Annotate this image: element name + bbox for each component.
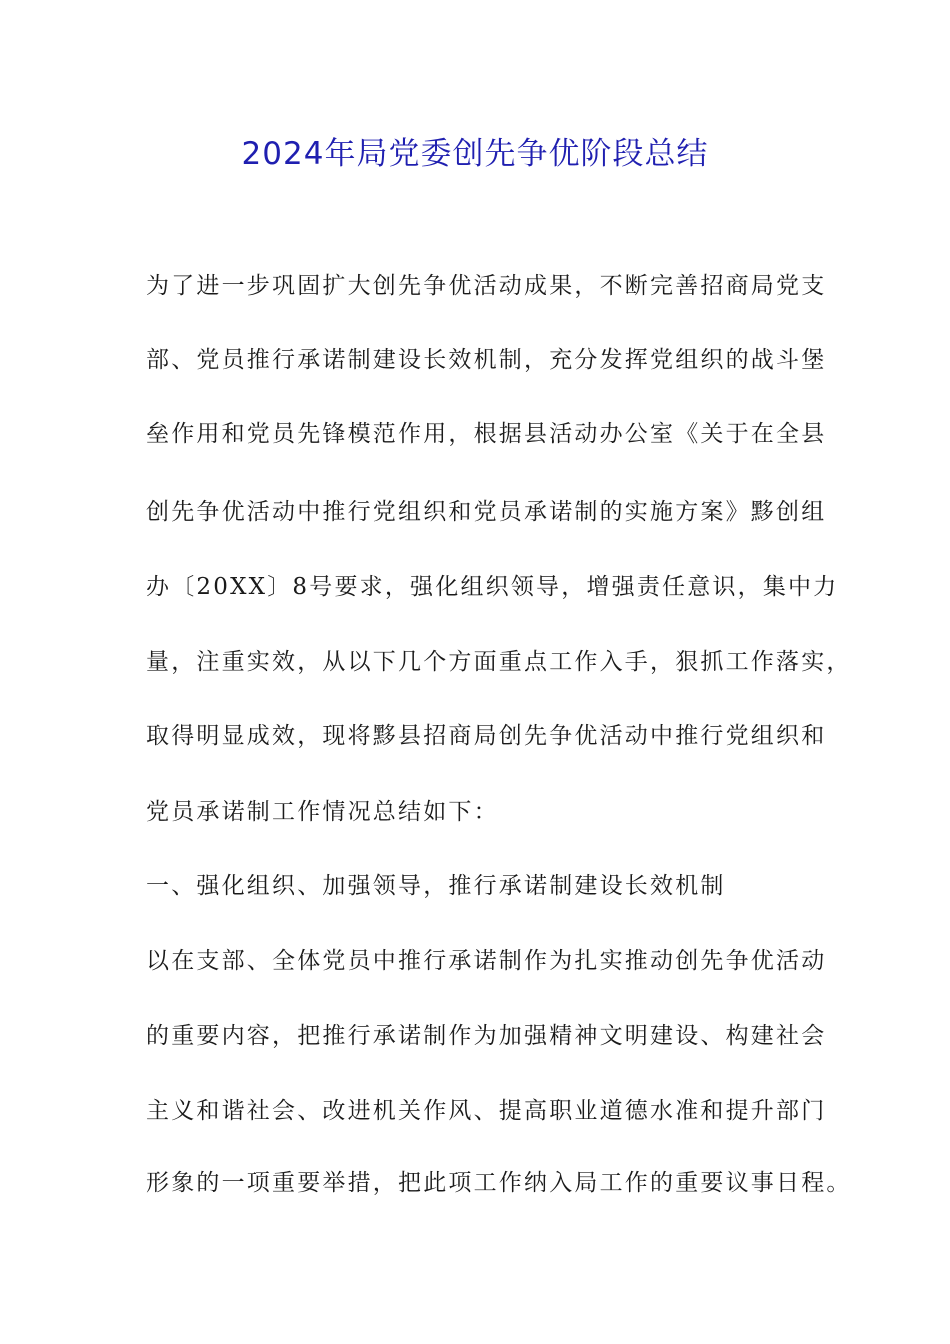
paragraph-line: 形象的一项重要举措，把此项工作纳入局工作的重要议事日程。 xyxy=(146,1170,852,1196)
paragraph-line: 创先争优活动中推行党组织和党员承诺制的实施方案》黟创组 xyxy=(146,499,827,525)
paragraph-line: 的重要内容，把推行承诺制作为加强精神文明建设、构建社会 xyxy=(146,1023,827,1049)
document-title: 2024年局党委创先争优阶段总结 xyxy=(241,136,709,172)
paragraph-line: 以在支部、全体党员中推行承诺制作为扎实推动创先争优活动 xyxy=(146,948,827,974)
paragraph-line: 办〔20XX〕8号要求，强化组织领导，增强责任意识，集中力 xyxy=(146,574,839,600)
paragraph-line: 主义和谐社会、改进机关作风、提高职业道德水准和提升部门 xyxy=(146,1098,827,1124)
paragraph-line: 党员承诺制工作情况总结如下： xyxy=(146,799,499,825)
paragraph-line: 取得明显成效，现将黟县招商局创先争优活动中推行党组织和 xyxy=(146,723,827,749)
paragraph-line: 量，注重实效，从以下几个方面重点工作入手，狠抓工作落实， xyxy=(146,649,852,675)
paragraph-line: 为了进一步巩固扩大创先争优活动成果，不断完善招商局党支 xyxy=(146,273,827,299)
paragraph-line: 部、党员推行承诺制建设长效机制，充分发挥党组织的战斗堡 xyxy=(146,347,827,373)
section-heading: 一、强化组织、加强领导，推行承诺制建设长效机制 xyxy=(146,873,726,899)
paragraph-line: 垒作用和党员先锋模范作用，根据县活动办公室《关于在全县 xyxy=(146,421,827,447)
